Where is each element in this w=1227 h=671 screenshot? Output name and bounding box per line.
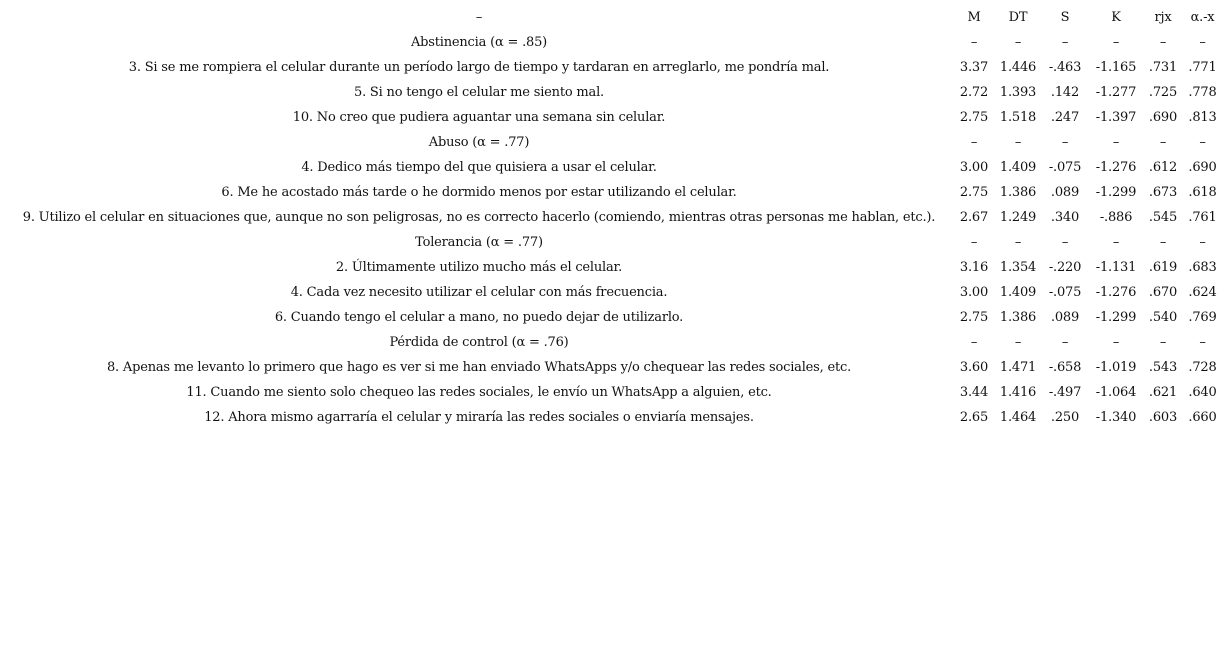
table-row <box>4 230 1223 255</box>
cell-sd: 1.471 <box>999 360 1037 375</box>
cell-mean: 3.60 <box>959 360 989 375</box>
cell-skewness: – <box>1061 135 1069 150</box>
item-statistics-table <box>4 5 1223 430</box>
header-alpha-if-deleted: α.-x <box>1190 10 1215 25</box>
cell-item: Pérdida de control (α = .76) <box>389 335 569 350</box>
cell-kurtosis: -1.064 <box>1095 385 1137 400</box>
cell-item-total-correlation: .612 <box>1148 160 1178 175</box>
cell-kurtosis: -1.019 <box>1095 360 1137 375</box>
cell-alpha-if-deleted: – <box>1199 135 1206 150</box>
cell-mean: 2.75 <box>959 110 989 125</box>
cell-sd: 1.409 <box>999 285 1037 300</box>
cell-sd: – <box>1014 135 1022 150</box>
cell-mean: 2.72 <box>959 85 989 100</box>
cell-mean: 2.67 <box>959 210 989 225</box>
cell-mean: 2.75 <box>959 185 989 200</box>
table-row <box>4 105 1223 130</box>
cell-item: Tolerancia (α = .77) <box>415 235 543 250</box>
cell-skewness: .089 <box>1050 185 1080 200</box>
item-statistics-table-container <box>4 5 1223 430</box>
cell-sd: 1.393 <box>999 85 1037 100</box>
cell-item-total-correlation: .670 <box>1148 285 1178 300</box>
cell-skewness: .340 <box>1050 210 1080 225</box>
table-row <box>4 255 1223 280</box>
cell-kurtosis: – <box>1112 335 1120 350</box>
header-skewness: S <box>1060 10 1070 25</box>
cell-alpha-if-deleted: .683 <box>1188 260 1217 275</box>
header-item: – <box>475 10 483 25</box>
table-body <box>4 30 1223 430</box>
cell-kurtosis: -1.299 <box>1095 310 1137 325</box>
cell-alpha-if-deleted: .728 <box>1188 360 1217 375</box>
cell-kurtosis: -1.277 <box>1095 85 1137 100</box>
cell-item-total-correlation: – <box>1159 335 1167 350</box>
cell-skewness: .089 <box>1050 310 1080 325</box>
cell-kurtosis: -1.165 <box>1095 60 1137 75</box>
cell-kurtosis: – <box>1112 35 1120 50</box>
cell-sd: – <box>1014 35 1022 50</box>
cell-mean: 3.37 <box>959 60 989 75</box>
cell-alpha-if-deleted: – <box>1199 235 1206 250</box>
cell-kurtosis: -1.276 <box>1095 160 1137 175</box>
table-row <box>4 205 1223 230</box>
cell-sd: 1.386 <box>999 310 1037 325</box>
cell-skewness: -.658 <box>1048 360 1082 375</box>
cell-item: 4. Dedico más tiempo del que quisiera a usar el celular. <box>301 160 657 175</box>
cell-skewness: -.220 <box>1048 260 1082 275</box>
cell-sd: 1.416 <box>999 385 1037 400</box>
cell-mean: 3.00 <box>959 160 989 175</box>
cell-alpha-if-deleted: .640 <box>1188 385 1217 400</box>
cell-alpha-if-deleted: .624 <box>1188 285 1217 300</box>
cell-sd: 1.464 <box>999 410 1037 425</box>
cell-mean: 2.65 <box>959 410 989 425</box>
cell-skewness: -.497 <box>1048 385 1082 400</box>
header-kurtosis: K <box>1111 10 1121 25</box>
cell-mean: – <box>970 235 978 250</box>
cell-skewness: -.075 <box>1048 160 1082 175</box>
cell-item-total-correlation: .725 <box>1148 85 1178 100</box>
cell-item: 11. Cuando me siento solo chequeo las redes sociales, le envío un WhatsApp a alguien, etc. <box>186 385 772 400</box>
cell-kurtosis: -1.299 <box>1095 185 1137 200</box>
cell-item-total-correlation: .731 <box>1148 60 1178 75</box>
cell-mean: 3.00 <box>959 285 989 300</box>
cell-item: Abstinencia (α = .85) <box>410 35 548 50</box>
table-row <box>4 180 1223 205</box>
cell-alpha-if-deleted: .660 <box>1188 410 1217 425</box>
cell-kurtosis: – <box>1112 135 1120 150</box>
cell-mean: – <box>970 135 978 150</box>
table-row <box>4 155 1223 180</box>
cell-item-total-correlation: .673 <box>1148 185 1178 200</box>
cell-sd: 1.446 <box>999 60 1037 75</box>
cell-alpha-if-deleted: .771 <box>1188 60 1217 75</box>
table-row <box>4 80 1223 105</box>
cell-item: 8. Apenas me levanto lo primero que hago es ver si me han enviado WhatsApps y/o chequear las redes sociales, etc. <box>106 360 852 375</box>
cell-item-total-correlation: .543 <box>1148 360 1178 375</box>
cell-item-total-correlation: – <box>1159 35 1167 50</box>
table-row <box>4 380 1223 405</box>
cell-kurtosis: -1.131 <box>1095 260 1137 275</box>
cell-sd: 1.409 <box>999 160 1037 175</box>
cell-alpha-if-deleted: – <box>1199 35 1206 50</box>
table-row <box>4 355 1223 380</box>
header-row <box>4 5 1223 30</box>
header-sd: DT <box>1008 10 1028 25</box>
cell-skewness: .247 <box>1050 110 1080 125</box>
cell-mean: 3.44 <box>959 385 989 400</box>
cell-item-total-correlation: .621 <box>1148 385 1178 400</box>
cell-item: Abuso (α = .77) <box>428 135 530 150</box>
cell-item: 12. Ahora mismo agarraría el celular y miraría las redes sociales o enviaría mensajes. <box>204 410 754 425</box>
header-mean: M <box>967 10 981 25</box>
cell-mean: – <box>970 35 978 50</box>
cell-item-total-correlation: .690 <box>1148 110 1178 125</box>
cell-sd: – <box>1014 335 1022 350</box>
cell-alpha-if-deleted: .690 <box>1188 160 1217 175</box>
cell-alpha-if-deleted: .778 <box>1188 85 1217 100</box>
cell-sd: 1.354 <box>999 260 1037 275</box>
cell-alpha-if-deleted: – <box>1199 335 1206 350</box>
cell-alpha-if-deleted: .618 <box>1188 185 1217 200</box>
cell-skewness: – <box>1061 335 1069 350</box>
table-row <box>4 405 1223 430</box>
cell-kurtosis: -1.340 <box>1095 410 1137 425</box>
table-row <box>4 305 1223 330</box>
cell-skewness: – <box>1061 35 1069 50</box>
cell-sd: 1.386 <box>999 185 1037 200</box>
cell-skewness: -.075 <box>1048 285 1082 300</box>
cell-mean: – <box>970 335 978 350</box>
cell-sd: – <box>1014 235 1022 250</box>
cell-alpha-if-deleted: .761 <box>1188 210 1217 225</box>
cell-item: 2. Últimamente utilizo mucho más el celular. <box>335 260 623 275</box>
cell-skewness: .142 <box>1050 85 1080 100</box>
cell-item-total-correlation: .545 <box>1148 210 1178 225</box>
cell-mean: 3.16 <box>959 260 989 275</box>
cell-skewness: -.463 <box>1048 60 1082 75</box>
cell-item: 3. Si se me rompiera el celular durante un período largo de tiempo y tardaran en arreglarlo, me pondría mal. <box>128 60 830 75</box>
cell-item: 6. Me he acostado más tarde o he dormido menos por estar utilizando el celular. <box>221 185 737 200</box>
cell-item-total-correlation: – <box>1159 135 1167 150</box>
table-row <box>4 30 1223 55</box>
cell-mean: 2.75 <box>959 310 989 325</box>
cell-item: 9. Utilizo el celular en situaciones que, aunque no son peligrosas, no es correcto hacerlo (comiendo, mientras otras personas me hablan, etc.). <box>22 210 936 225</box>
cell-alpha-if-deleted: .813 <box>1188 110 1217 125</box>
table-row <box>4 130 1223 155</box>
cell-kurtosis: -.886 <box>1099 210 1133 225</box>
table-row <box>4 55 1223 80</box>
cell-skewness: .250 <box>1050 410 1080 425</box>
header-item-total-correlation: rjx <box>1154 10 1172 25</box>
cell-skewness: – <box>1061 235 1069 250</box>
cell-kurtosis: – <box>1112 235 1120 250</box>
cell-item: 5. Si no tengo el celular me siento mal. <box>354 85 604 100</box>
cell-sd: 1.249 <box>999 210 1037 225</box>
cell-item-total-correlation: .619 <box>1148 260 1178 275</box>
cell-alpha-if-deleted: .769 <box>1188 310 1217 325</box>
cell-item: 6. Cuando tengo el celular a mano, no puedo dejar de utilizarlo. <box>274 310 684 325</box>
cell-kurtosis: -1.276 <box>1095 285 1137 300</box>
cell-item: 4. Cada vez necesito utilizar el celular con más frecuencia. <box>290 285 668 300</box>
cell-kurtosis: -1.397 <box>1095 110 1137 125</box>
cell-sd: 1.518 <box>999 110 1037 125</box>
cell-item: 10. No creo que pudiera aguantar una semana sin celular. <box>292 110 666 125</box>
cell-item-total-correlation: – <box>1159 235 1167 250</box>
table-row <box>4 330 1223 355</box>
cell-item-total-correlation: .540 <box>1148 310 1178 325</box>
table-row <box>4 280 1223 305</box>
cell-item-total-correlation: .603 <box>1148 410 1178 425</box>
